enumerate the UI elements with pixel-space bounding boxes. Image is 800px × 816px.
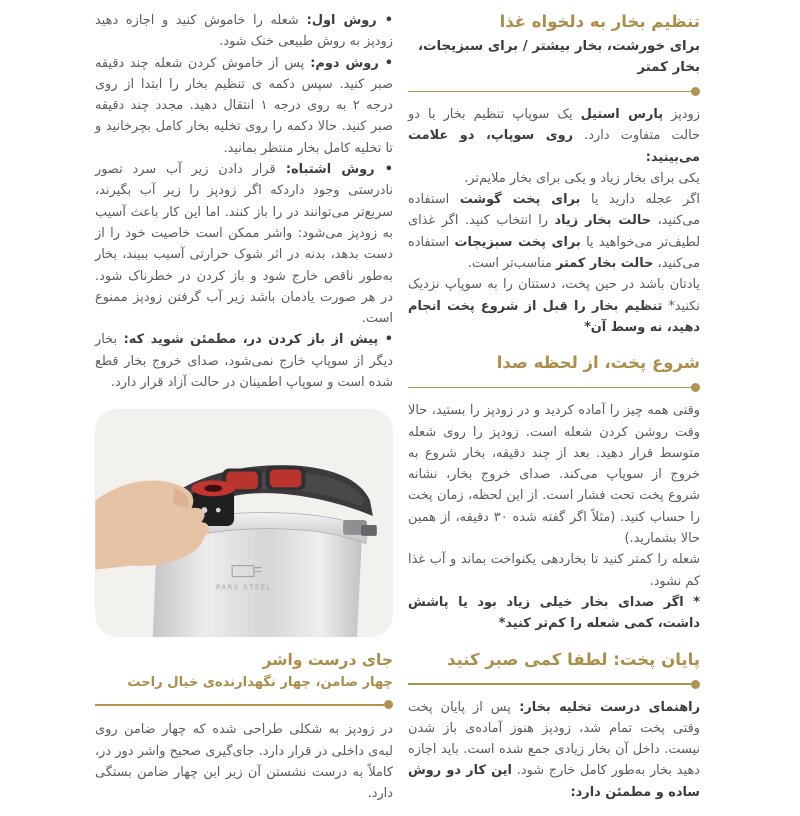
text-run: قرار دادن زیر آب سرد تصور نادرستی وجود داردکه اگر زودپز را زیر آب بگیرند، سریع‌تر می‌توانند در را باز کنند. اما این کار باعث آسیب به زودپز می‌شود: واشر ممکن است خاصیت خود را از دست بدهد، بدنه در اثر شوک حرارتی آسیب ببیند، بخار به‌طور ناقص خارج شود و باز کردن در خطرناک شود. در هر صورت یادمان باشد زیر آب گرفتن زودپز ممنوع است.	[95, 162, 393, 327]
paragraph	[95, 53, 393, 159]
paragraph	[408, 274, 700, 338]
section-divider	[408, 87, 700, 96]
section-title: شروع پخت، از لحظه صدا	[496, 353, 700, 373]
text-run: شعله را خاموش کنید و اجازه دهید زودپز به روش طبیعی خنک شود.	[95, 13, 393, 50]
text-run: پس از خاموش کردن شعله چند دقیقه صبر کنید. سپس دکمه ی تنظیم بخار را ابتدا از روی درجه ۲ به روی درجه ۱ انتقال دهید. مجدد چند دقیقه صبر کنید. حالا دکمه را روی تخلیه بخار کامل بچرخانید و تا تخلیه کامل بخار منتظر بمانید.	[95, 55, 393, 156]
text-run: یک سوپاپ تنظیم بخار با دو حالت متفاوت دارد.	[408, 107, 700, 144]
paragraph	[408, 189, 700, 274]
pressure-cooker-photo	[95, 409, 393, 637]
caption-divider	[95, 700, 393, 709]
section-divider	[408, 383, 700, 392]
text-run: مناسب‌تر است.	[467, 256, 556, 272]
text-run: استفاده می‌کنید،	[408, 234, 700, 272]
paragraph	[95, 10, 393, 53]
section-title: تنظیم بخار به دلخواه غذا	[499, 12, 700, 31]
gasket-paragraph-container	[95, 719, 393, 804]
paragraph	[408, 400, 700, 549]
paragraph	[408, 697, 700, 803]
paragraph	[95, 719, 393, 804]
bold-text-run: • پیش از باز کردن در، مطمئن شوید که:	[117, 332, 393, 348]
paragraph	[95, 159, 393, 329]
text-run: بخار دیگر از سوپاپ خارج نمی‌شود، صدای خروج بخار قطع شده است و سوپاپ اطمینان در حالت آزاد قرار دارد.	[95, 332, 393, 391]
divider-line	[408, 91, 691, 92]
paragraph	[408, 104, 700, 168]
bold-text-run: راهنمای درست تخلیه بخار:	[510, 699, 701, 715]
bold-text-run: روی سوپاپ، دو علامت می‌بینید:	[408, 128, 700, 165]
section-3	[408, 648, 700, 803]
divider-dot	[691, 87, 700, 96]
section-title: پایان پخت: لطفا کمی صبر کنید	[447, 649, 700, 669]
divider-dot	[384, 700, 393, 709]
bold-text-run: برای پخت سبزیجات	[454, 234, 581, 250]
bold-text-run: این کار دو روش ساده و مطمئن دارد:	[408, 763, 700, 800]
bold-text-run: * اگر صدای بخار خیلی زیاد بود یا پاشش داشت، کمی شعله را کم‌تر کنید*	[408, 594, 700, 632]
text-run: اگر عجله دارید یا	[580, 192, 701, 208]
paragraph	[408, 168, 700, 189]
section-1	[408, 10, 700, 338]
text-run: در زودپز به شکلی طراحی شده که چهار ضامن روی لبه‌ی داخلی در قرار دارد. جای‌گیری صحیح واشر دور در، کاملاً به درست نشستن آن زیر این چهار ضامن بستگی دارد.	[95, 722, 393, 802]
bold-text-run: حالت بخار زیاد	[554, 213, 652, 229]
caption-title: جای درست واشر	[262, 651, 393, 670]
paragraph	[408, 592, 700, 635]
side-handle	[361, 525, 377, 536]
bold-text-run: پارس استیل	[580, 107, 664, 122]
section-2	[408, 351, 700, 634]
text-run: پس از پایان پخت وقتی پخت تمام شد، زودپز هنوز آماده‌ی باز شدن نیست. داخل آن بخار زیادی جمع شده است. باید اجازه دهید بخار به‌طور کامل خارج شود.	[408, 699, 700, 779]
text-run: شعله را کمتر کنید تا بخاردهی یکنواخت بماند و آب غذا کم نشود.	[408, 552, 700, 589]
bold-text-run: • روش اشتباه:	[275, 162, 393, 178]
text-run: استفاده می‌کنید،	[408, 192, 701, 229]
bold-text-run: تنظیم بخار را قبل از شروع پخت انجام دهید، نه وسط آن*	[408, 298, 700, 335]
caption-subtitle: چهار ضامن، چهار نگهدارنده‌ی خیال راحت	[127, 675, 393, 691]
text-run: را انتخاب کنید. اگر غذای لطیف‌تر می‌خواهید یا	[408, 213, 701, 250]
paragraph	[95, 329, 393, 393]
text-run: وقتی همه چیز را آماده کردید و در زودپز را بستید، حالا وقت روشن کردن شعله است. زودپز را روی شعله متوسط قرار دهید. بعد از چند دقیقه، بخار شروع به خروج از سوپاپ می‌کند. صدای خروج بخار، نشانه شروع پخت تحت فشار است. از این لحظه، زمان پخت را حساب کنید. (مثلاً اگر گفته شده ۳۰ دقیقه، از همین حالا بشمارید.)	[408, 403, 701, 547]
text-run: یکی برای بخار زیاد و یکی برای بخار ملایم‌تر.	[464, 170, 700, 186]
release-mode-icon	[216, 508, 221, 513]
right-column	[408, 10, 700, 816]
bold-text-run: برای پخت گوشت	[459, 192, 581, 208]
bold-text-run: • روش اول:	[298, 13, 393, 28]
paragraph	[408, 549, 700, 592]
bold-text-run: • روش دوم:	[304, 55, 393, 71]
left-column	[95, 10, 393, 805]
divider-line	[408, 683, 691, 684]
left-column-paragraphs	[95, 10, 393, 393]
section-subtitle: برای خورشت، بخار بیشتر / برای سبزیجات، بخار کمتر	[417, 39, 700, 75]
divider-line	[95, 704, 384, 705]
divider-line	[408, 387, 691, 388]
logo-text: PARS STEEL	[216, 583, 272, 592]
section-divider	[408, 680, 700, 689]
pressure-cooker-illustration	[95, 409, 393, 637]
text-run: یادتان باشد در حین پخت، دستتان را به سوپاپ نزدیک نکنید*	[408, 277, 700, 314]
bold-text-run: حالت بخار کمتر	[556, 256, 654, 272]
text-run: زودپز	[663, 107, 700, 122]
divider-dot	[691, 680, 700, 689]
divider-dot	[691, 383, 700, 392]
